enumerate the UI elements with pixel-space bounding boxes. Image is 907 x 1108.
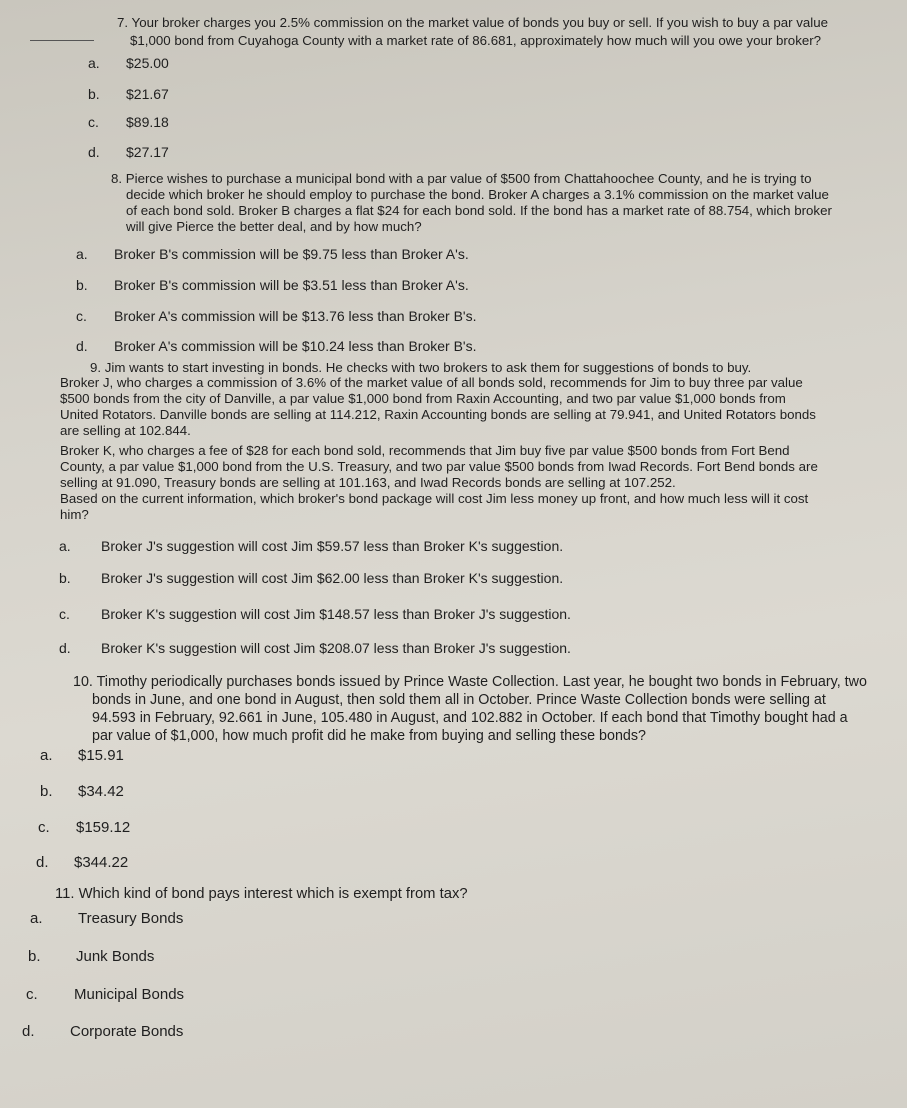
option-text: Broker A's commission will be $10.24 less than Broker B's. — [114, 338, 477, 354]
option-letter: c. — [38, 819, 50, 836]
question-text-line: 7. Your broker charges you 2.5% commission on the market value of bonds you buy or sell. If you wish to buy a par value — [117, 15, 829, 30]
option-text: $159.12 — [76, 819, 131, 836]
question-text-line: Broker J, who charges a commission of 3.6% of the market value of all bonds sold, recommends for Jim to buy three par value — [60, 375, 803, 390]
option-letter: a. — [30, 910, 43, 927]
option-letter: d. — [59, 640, 71, 656]
question-text-line: $1,000 bond from Cuyahoga County with a market rate of 86.681, approximately how much will you owe your broker? — [130, 33, 822, 48]
question-text-line: selling at 91.090, Treasury bonds are selling at 101.163, and Iwad Records bonds are selling at 107.252. — [60, 475, 676, 490]
option-letter: a. — [88, 55, 100, 71]
option-text: Broker J's suggestion will cost Jim $59.57 less than Broker K's suggestion. — [101, 538, 564, 554]
option-letter: a. — [59, 538, 71, 554]
question-text-line: County, a par value $1,000 bond from the U.S. Treasury, and two par value $500 bonds from Iwad Records. Fort Bend bonds are — [60, 459, 818, 474]
option-text: Broker J's suggestion will cost Jim $62.00 less than Broker K's suggestion. — [101, 570, 564, 586]
question-text-line: 11. Which kind of bond pays interest which is exempt from tax? — [55, 886, 468, 902]
answer-option[interactable] — [38, 820, 130, 836]
answer-option[interactable] — [40, 784, 124, 800]
option-letter: b. — [28, 948, 41, 965]
answer-option[interactable] — [40, 748, 124, 764]
question-text-line: $500 bonds from the city of Danville, a par value $1,000 bond from Raxin Accounting, and two par value $1,000 bonds from — [60, 391, 786, 406]
question-text-line: of each bond sold. Broker B charges a flat $24 for each bond sold. If the bond has a market rate of 88.754, which broker — [126, 203, 832, 218]
question-text-line: Broker K, who charges a fee of $28 for each bond sold, recommends that Jim buy five par value $500 bonds from Fort Bend — [60, 443, 790, 458]
option-text: $89.18 — [126, 114, 169, 130]
option-text: Broker B's commission will be $9.75 less than Broker A's. — [114, 246, 469, 262]
answer-option[interactable] — [76, 338, 477, 354]
question-text-line: decide which broker he should employ to purchase the bond. Broker A charges a 3.1% commission on the market value — [126, 187, 829, 202]
option-letter: d. — [36, 854, 49, 871]
option-text: Treasury Bonds — [78, 910, 184, 927]
option-text: Broker B's commission will be $3.51 less than Broker A's. — [114, 277, 469, 293]
question-text-line: will give Pierce the better deal, and by how much? — [126, 219, 422, 234]
answer-option[interactable] — [76, 277, 469, 293]
option-text: $25.00 — [126, 55, 169, 71]
question-text-line: 10. Timothy periodically purchases bonds issued by Prince Waste Collection. Last year, he bought two bonds in February, two — [73, 674, 867, 690]
option-letter: c. — [59, 606, 70, 622]
option-text: $27.17 — [126, 144, 169, 160]
answer-option[interactable] — [26, 987, 184, 1003]
option-letter: b. — [40, 783, 53, 800]
answer-option[interactable] — [88, 55, 169, 71]
option-letter: c. — [26, 986, 38, 1003]
option-text: $15.91 — [78, 747, 124, 764]
answer-option[interactable] — [88, 114, 169, 130]
option-letter: a. — [76, 246, 88, 262]
answer-option[interactable] — [59, 606, 571, 622]
option-letter: c. — [88, 114, 99, 130]
question-text-line: are selling at 102.844. — [60, 423, 191, 438]
question-text-line: 94.593 in February, 92.661 in June, 105.480 in August, and 102.882 in October. If each bond that Timothy bought had a — [92, 710, 848, 726]
option-text: Corporate Bonds — [70, 1023, 184, 1040]
answer-option[interactable] — [88, 144, 169, 160]
question-text-line: bonds in June, and one bond in August, then sold them all in October. Prince Waste Collection bonds were selling at — [92, 692, 826, 708]
option-text: $21.67 — [126, 86, 169, 102]
answer-option[interactable] — [36, 855, 128, 871]
option-text: $344.22 — [74, 854, 129, 871]
option-letter: d. — [88, 144, 100, 160]
option-letter: b. — [88, 86, 100, 102]
answer-option[interactable] — [59, 570, 563, 586]
option-letter: d. — [22, 1023, 35, 1040]
question-text-line: Based on the current information, which broker's bond package will cost Jim less money up front, and how much less will it cost — [60, 491, 809, 506]
question-text-line: 8. Pierce wishes to purchase a municipal bond with a par value of $500 from Chattahoochee County, and he is trying to — [111, 171, 812, 186]
answer-blank-line — [30, 40, 94, 41]
answer-option[interactable] — [76, 308, 477, 324]
option-text: $34.42 — [78, 783, 124, 800]
option-text: Broker A's commission will be $13.76 less than Broker B's. — [114, 308, 477, 324]
option-text: Broker K's suggestion will cost Jim $148.57 less than Broker J's suggestion. — [101, 606, 571, 622]
option-text: Broker K's suggestion will cost Jim $208.07 less than Broker J's suggestion. — [101, 640, 571, 656]
question-text-line: par value of $1,000, how much profit did he make from buying and selling these bonds? — [92, 728, 646, 744]
option-letter: a. — [40, 747, 53, 764]
answer-option[interactable] — [28, 949, 154, 965]
answer-option[interactable] — [76, 246, 469, 262]
option-letter: b. — [59, 570, 71, 586]
answer-option[interactable] — [59, 640, 571, 656]
option-text: Junk Bonds — [76, 948, 155, 965]
answer-option[interactable] — [59, 538, 563, 554]
option-letter: c. — [76, 308, 87, 324]
option-text: Municipal Bonds — [74, 986, 185, 1003]
question-text-line: 9. Jim wants to start investing in bonds. He checks with two brokers to ask them for suggestions of bonds to buy. — [90, 360, 752, 375]
question-text-line: him? — [60, 507, 89, 522]
option-letter: d. — [76, 338, 88, 354]
answer-option[interactable] — [30, 911, 183, 927]
answer-option[interactable] — [88, 86, 169, 102]
option-letter: b. — [76, 277, 88, 293]
question-text-line: United Rotators. Danville bonds are selling at 114.212, Raxin Accounting bonds are selling at 79.941, and United Rotators bonds — [60, 407, 816, 422]
answer-option[interactable] — [22, 1024, 183, 1040]
